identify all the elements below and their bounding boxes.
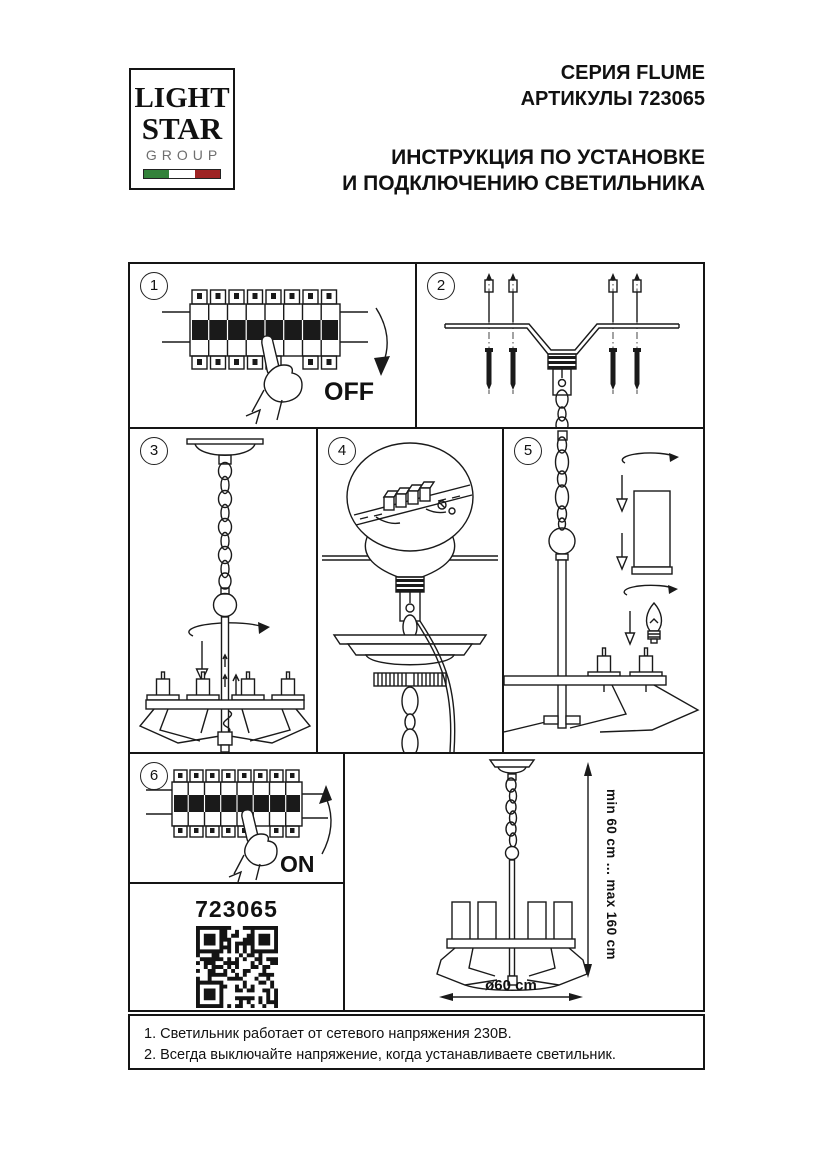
off-label: OFF [324,378,374,406]
logo-word-light: LIGHT [134,82,230,114]
center-rod-icon [510,860,515,976]
candle-cups-icon [588,648,662,676]
on-label: ON [280,851,315,877]
step3-panel [128,427,319,754]
step6-number-badge: 6 [140,762,168,790]
note-line-2: 2. Всегда выключайте напряжение, когда устанавливаете светильник. [144,1047,616,1063]
step4-number-badge: 4 [328,437,356,465]
footer-notes [128,1014,705,1070]
wiring-detail-illustration [318,429,502,752]
chain-icon [506,778,517,847]
ceiling-canopy-icon [187,439,263,464]
ring-bar-icon [504,676,666,685]
step5-number-badge: 5 [514,437,542,465]
qr-panel [128,882,345,1012]
down-arrow-icon [617,475,627,511]
hub-tip-icon [221,745,229,752]
dimensions-panel [343,752,705,1012]
down-arrow-icon [626,611,635,644]
italian-flag-stripe [143,169,221,179]
down-arrow-icon [617,533,627,569]
qr-article-number: 723065 [195,896,278,922]
ring-bar-icon [146,700,304,709]
step2-number-badge: 2 [427,272,455,300]
ball-icon [506,847,519,860]
assembled-chandelier-illustration [345,754,703,1010]
chandelier-hanging-illustration [130,429,317,752]
wall-plugs-icon [485,273,641,322]
threaded-nipple-icon [548,354,576,369]
chain-connector-icon [553,369,571,395]
rotate-arrow-icon [622,453,679,463]
step3-number-badge: 3 [140,437,168,465]
chain-icon [556,431,569,530]
bracket-strap-icon [445,324,679,354]
height-range-label: min 60 cm ... max 160 cm [604,788,619,960]
threaded-ring-icon [374,673,446,686]
step5-panel [502,427,705,754]
chain-icon [219,463,232,595]
circuit-breaker-off-illustration [130,264,415,427]
header-text [342,60,705,197]
candle-bulb-icon [647,603,662,643]
flag-white [169,170,194,178]
note-line-1: 1. Светильник работает от сетевого напряжения 230В. [144,1026,512,1042]
article-number: АРТИКУЛЫ 723065 [520,88,705,110]
flag-green [144,170,169,178]
diameter-dimension-arrow [439,993,583,1001]
ring-bar-icon [447,939,575,948]
ceiling-canopy-icon [490,760,534,780]
terminal-block-balloon-icon [347,443,473,551]
shade-bulb-install-illustration [504,429,703,752]
series-title: СЕРИЯ FLUME [560,62,705,84]
logo-word-group: GROUP [145,147,223,163]
logo-word-star: STAR [141,111,223,146]
mounting-bracket-illustration [417,264,703,427]
diameter-label: ø60 cm [485,977,537,994]
rotate-arrow-icon [189,622,270,636]
pointing-hand-icon [246,336,302,424]
lightstar-logo [129,68,235,190]
hanging-ring-icon [214,594,237,617]
step6-panel [128,752,345,884]
cylinder-shade-icon [632,491,672,574]
qr-code [196,926,278,1008]
hub-icon [218,732,232,745]
frame-arms-icon [504,685,698,732]
step1-number-badge: 1 [140,272,168,300]
instruction-title-line1: ИНСТРУКЦИЯ ПО УСТАНОВКЕ [391,146,705,169]
hanging-ring-icon [549,528,575,554]
instruction-title [342,145,705,197]
canopy-dish-icon [334,635,486,665]
instruction-title-line2: И ПОДКЛЮЧЕНИЮ СВЕТИЛЬНИКА [342,172,705,195]
step2-panel [415,262,705,429]
step4-panel [316,427,504,754]
big-chain-icon [402,687,418,752]
rod-collar-icon [556,554,568,560]
rotate-arrow-icon [624,585,678,595]
height-dimension-arrow [584,762,592,978]
step1-panel [128,262,417,429]
flag-red [195,170,220,178]
center-rod-icon [558,560,566,728]
